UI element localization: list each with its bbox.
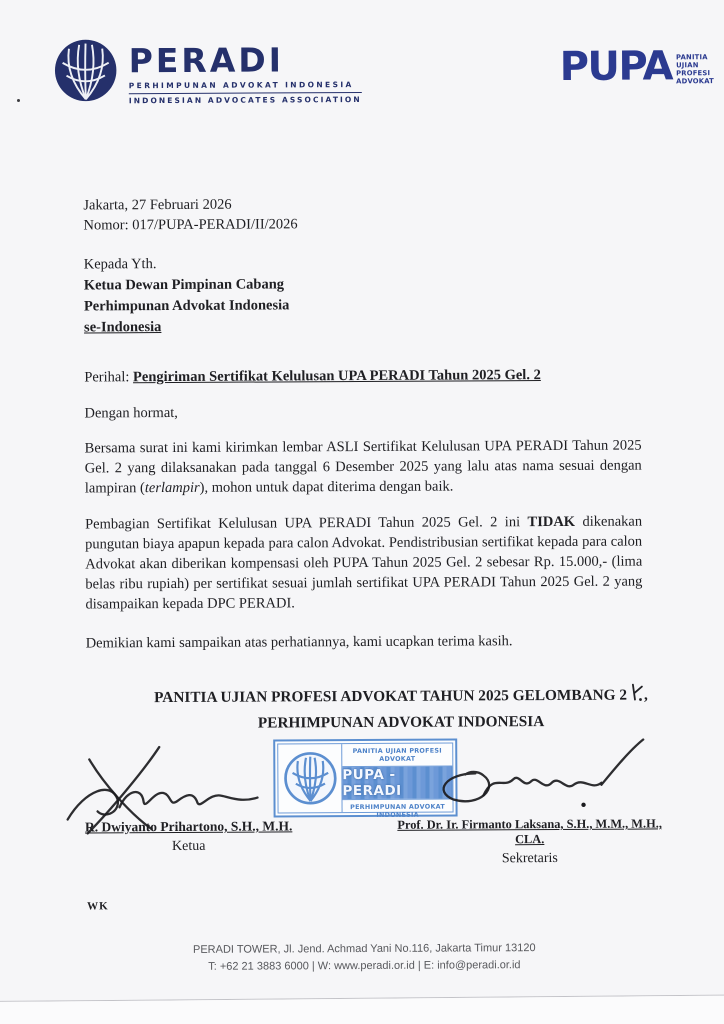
pupa-tagline-line: UJIAN <box>676 61 699 70</box>
pupa-logo <box>559 43 715 90</box>
stamp-bottom-text: PERHIMPUNAN ADVOKAT INDONESIA <box>343 799 453 823</box>
peradi-wordmark <box>129 37 362 106</box>
pupa-tagline-line: ADVOKAT <box>676 77 715 86</box>
recipient-block <box>84 253 290 338</box>
typist-initials: WK <box>87 900 109 913</box>
footer-contacts: T: +62 21 3883 6000 | W: www.peradi.or.id | E: info@peradi.or.id <box>208 959 521 973</box>
signatory-sekretaris-block <box>386 816 674 868</box>
stamp-emblem-icon <box>278 744 342 812</box>
signatory-ketua-name: R. Dwiyanto Prihartono, S.H., M.H. <box>84 818 293 835</box>
handwritten-tick-mark <box>629 684 643 711</box>
signatory-sekretaris-name: Prof. Dr. Ir. Firmanto Laksana, S.H., M.M., M.H., CLA. <box>397 816 662 847</box>
peradi-name: PERADI <box>128 40 285 81</box>
peradi-emblem-icon <box>54 38 118 106</box>
peradi-subtitle-en: INDONESIAN ADVOCATES ASSOCIATION <box>128 95 362 106</box>
peradi-subtitle-id: PERHIMPUNAN ADVOKAT INDONESIA <box>129 80 362 94</box>
signatory-ketua-title: Ketua <box>171 838 206 854</box>
stamp-middle-text: PUPA - PERADI <box>342 766 402 800</box>
paragraph-2-text-end: dikenakan pungutan biaya apapun kepada para calon Advokat. Pendistribusian sertifikat kepada para calon Advokat akan diberikan kompensasi oleh PUPA Tahun 2025 Gel. 2 sebesar Rp. 15.000,- (lima belas ribu rupiah) per sertifikat sesuai jumlah sertifikat UPA PERADI Tahun 2025 Gel. 2 yang disampaikan kepada DPC PERADI. <box>85 513 643 613</box>
committee-heading <box>121 683 681 735</box>
pupa-tagline-line: PROFESI <box>676 69 711 78</box>
pupa-tagline-line: PANITIA <box>676 53 708 62</box>
footer-address: PERADI TOWER, Jl. Jend. Achmad Yani No.116, Jakarta Timur 13120 <box>192 942 536 956</box>
paragraph-2-bold: TIDAK <box>527 513 576 531</box>
paragraph-1-text: Bersama surat ini kami kirimkan lembar ASLI Sertifikat Kelulusan UPA PERADI Tahun 2025 Gel. 2 yang dilaksanakan pada tanggal 6 Desember 2025 yang lalu atas nama sesuai dengan lampiran ( <box>84 437 642 497</box>
committee-line2: PERHIMPUNAN ADVOKAT INDONESIA <box>257 713 545 732</box>
signature-sekretaris <box>431 736 655 815</box>
paragraph-1 <box>85 436 642 499</box>
date-number-block <box>83 194 297 235</box>
paragraph-1-text-end: ), mohon untuk dapat diterima dengan baik. <box>199 478 454 496</box>
signatory-sekretaris-title: Sekretaris <box>501 850 558 867</box>
recipient-line2: Perhimpunan Advokat Indonesia <box>83 297 290 315</box>
letterhead-footer <box>2 939 724 977</box>
recipient-line1: Ketua Dewan Pimpinan Cabang <box>83 276 285 294</box>
recipient-salutation: Kepada Yth. <box>83 256 157 273</box>
paragraph-2 <box>85 512 643 615</box>
letter-number: Nomor: 017/PUPA-PERADI/II/2026 <box>83 216 298 234</box>
recipient-line3: se-Indonesia <box>83 319 162 336</box>
pupa-name: PUPA <box>559 43 673 90</box>
peradi-logo <box>54 37 362 106</box>
pupa-peradi-stamp <box>273 739 457 818</box>
paragraph-1-italic: terlampir <box>144 479 200 497</box>
closing-line: Demikian kami sampaikan atas perhatiannya, kami ucapkan terima kasih. <box>85 633 513 652</box>
letter-date: Jakarta, 27 Februari 2026 <box>83 196 232 214</box>
subject-line <box>84 365 541 387</box>
scan-dot-artifact <box>17 99 20 102</box>
committee-comma: , <box>643 686 648 704</box>
committee-line1: PANITIA UJIAN PROFESI ADVOKAT TAHUN 2025 GELOMBANG 2 <box>154 686 628 707</box>
stamp-top-text: PANITIA UJIAN PROFESI ADVOKAT <box>342 744 452 768</box>
subject-label: Perihal: <box>84 369 134 386</box>
pupa-tagline <box>676 50 714 85</box>
paragraph-2-text: Pembagian Sertifikat Kelulusan UPA PERADI Tahun 2025 Gel. 2 ini <box>85 514 528 533</box>
signatory-ketua-block <box>78 818 300 855</box>
subject-text: Pengiriman Sertifikat Kelulusan UPA PERADI Tahun 2025 Gel. 2 <box>132 367 541 386</box>
greeting: Dengan hormat, <box>84 404 178 422</box>
